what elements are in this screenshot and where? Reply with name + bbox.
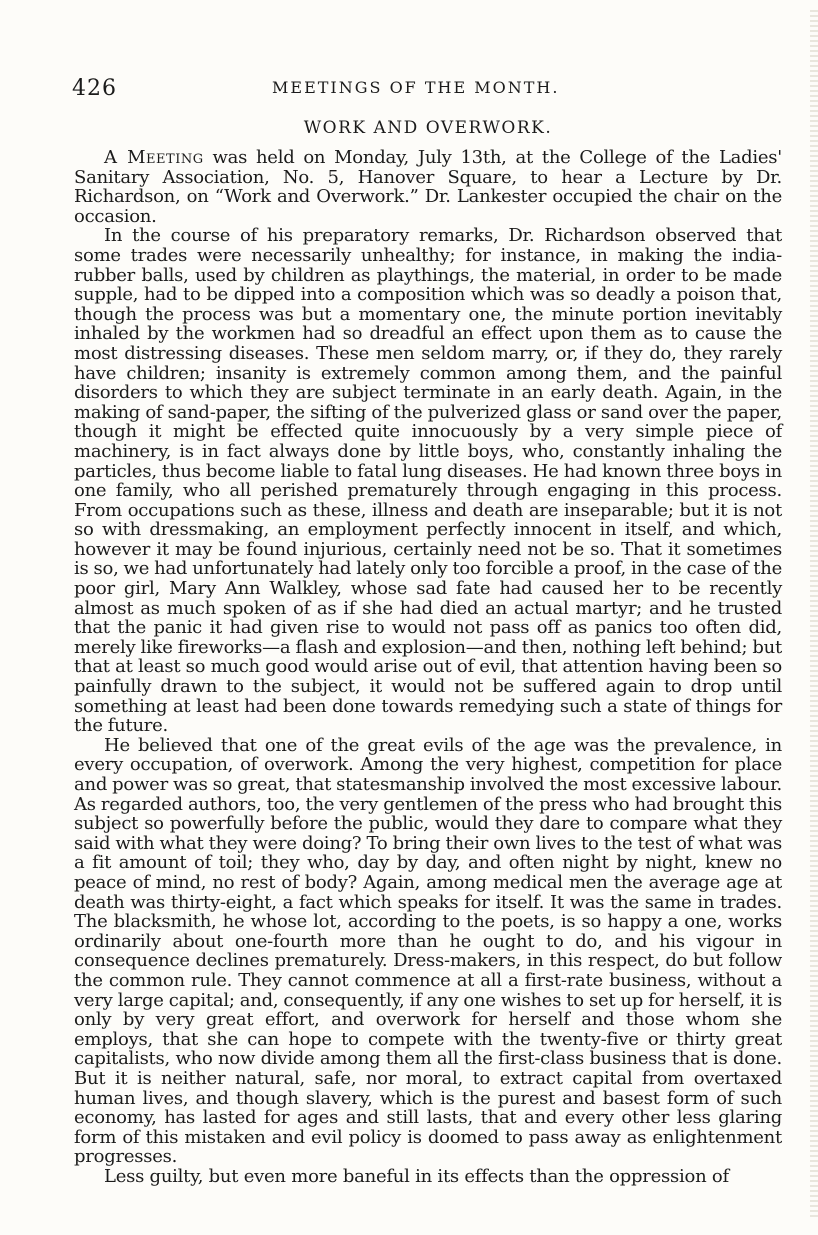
paragraph-1-text: was held on Monday, July 13th, at the College of the Ladies' Sanitary Association, No. 5, Hanover Square, to hear a Lecture by Dr. Richardson, on “Work and Overwork.” Dr. Lankester occupied the chair on the occasion. — [74, 147, 782, 227]
running-title: MEETINGS OF THE MONTH. — [272, 78, 560, 97]
paragraph-4: Less guilty, but even more baneful in its effects than the oppression of — [104, 1165, 729, 1187]
page — [74, 70, 782, 1186]
lead-caps: A Meeting — [104, 147, 204, 168]
running-head — [74, 70, 782, 104]
page-edge-shadow — [810, 10, 818, 1220]
article-title: WORK AND OVERWORK. — [303, 118, 553, 138]
paragraph-3: He believed that one of the great evils of the age was the prevalence, in every occupation, of overwork. Among the very highest, competition for place and power was so great, that statesmanship involved the most excessive labour. As regarded authors, too, the very gentlemen of the press who had brought this subject so powerfully before the public, would they dare to compare what they said with what they were doing? To bring their own lives to the test of what was a fit amount of toil; they who, day by day, and often night by night, knew no peace of mind, no rest of body? Again, among medical men the average age at death was thirty-eight, a fact which speaks for itself. It was the same in trades. The blacksmith, he whose lot, according to the poets, is so happy a one, works ordinarily about one-fourth more than he ought to do, and his vigour in consequence declines prematurely. Dress-makers, in this respect, do but follow the common rule. They cannot commence at all a first-rate business, without a very large capital; and, consequently, if any one wishes to set up for herself, it is only by very great effort, and overwork for herself and those whom she employs, that she can hope to compete with the twenty-five or thirty great capitalists, who now divide among them all the first-class business that is done. But it is neither natural, safe, nor moral, to extract capital from overtaxed human lives, and though slavery, which is the purest and basest form of such economy, has lasted for ages and still lasts, that and every other less glaring form of this mistaken and evil policy is doomed to pass away as enlightenment progresses. — [74, 734, 782, 1168]
paragraph-1 — [74, 148, 782, 226]
page-number: 426 — [72, 76, 117, 101]
paragraph-2: In the course of his preparatory remarks, Dr. Richardson observed that some trades were necessarily unhealthy; for instance, in making the india-rubber balls, used by children as playthings, the material, in order to be made supple, had to be dipped into a composition which was so deadly a poison that, though the process was but a momentary one, the minute portion inevitably inhaled by the workmen had so dreadful an effect upon them as to cause the most distressing diseases. These men seldom marry, or, if they do, they rarely have children; insanity is extremely common among them, and the painful disorders to which they are subject terminate in an early death. Again, in the making of sand-paper, the sifting of the pulverized glass or sand over the paper, though it might be effected quite innocuously by a very simple piece of machinery, is in fact always done by little boys, who, constantly inhaling the particles, thus become liable to fatal lung diseases. He had known three boys in one family, who all perished prematurely through engaging in this process. From occupations such as these, illness and death are inseparable; but it is not so with dressmaking, an employment perfectly innocent in itself, and which, however it may be found injurious, certainly need not be so. That it sometimes is so, we had unfortunately had lately only too forcible a proof, in the case of the poor girl, Mary Ann Walkley, whose sad fate had caused her to be recently almost as much spoken of as if she had died an actual martyr; and he trusted that the panic it had given rise to would not pass off as panics too often did, merely like fireworks—a flash and explosion—and then, nothing left behind; but that at least so much good would arise out of evil, that attention having been so painfully drawn to the subject, it would not be suffered again to drop until something at least had been done towards remedying such a state of things for the future. — [74, 225, 782, 737]
